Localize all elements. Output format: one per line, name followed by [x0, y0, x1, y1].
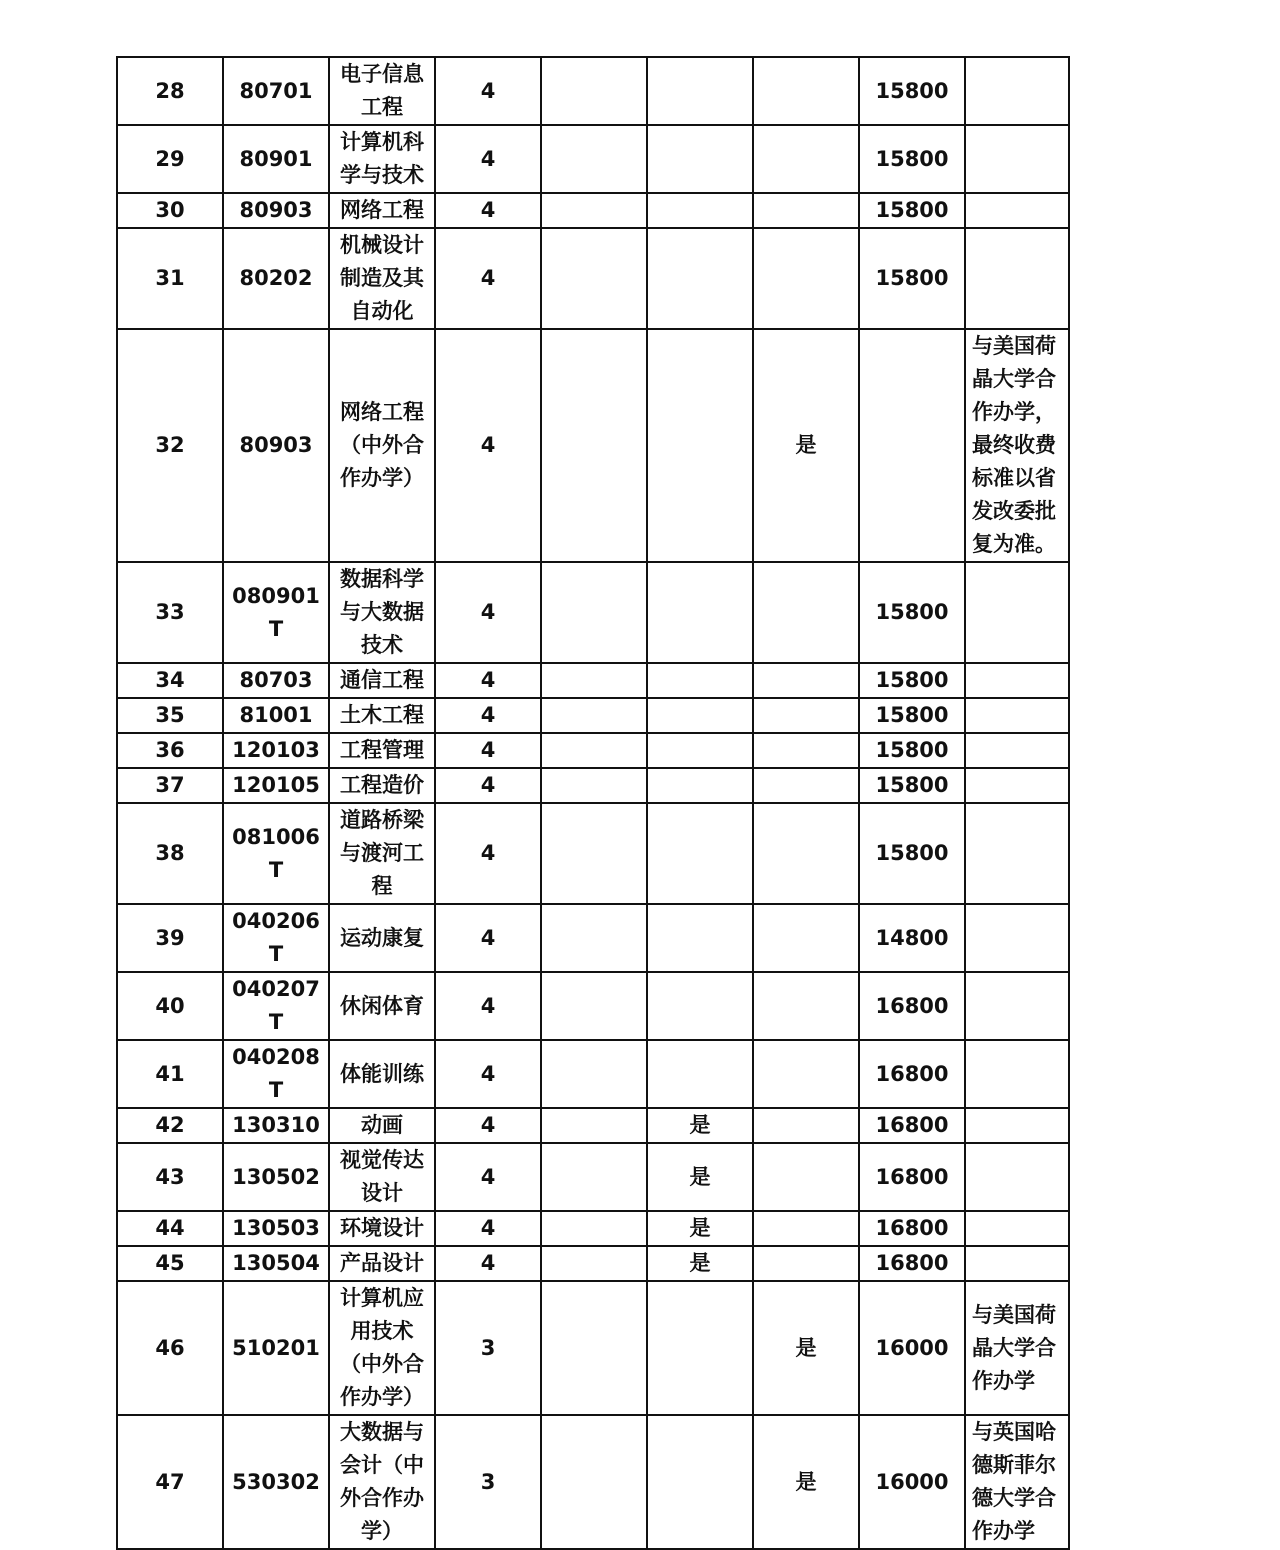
cell-years: 4: [435, 663, 541, 698]
cell-years: 4: [435, 562, 541, 663]
cell-no: 31: [117, 228, 223, 329]
cell-fee: 16800: [859, 1246, 965, 1281]
cell-fee: 15800: [859, 768, 965, 803]
cell-fee: 16800: [859, 1143, 965, 1211]
cell-note: [965, 1143, 1069, 1211]
cell-years: 4: [435, 329, 541, 562]
table-row: [117, 1246, 1069, 1281]
cell-coop-flag: 是: [753, 1281, 859, 1415]
cell-major-name: 动画: [329, 1108, 435, 1143]
cell-blank-a: [541, 698, 647, 733]
cell-blank-a: [541, 803, 647, 904]
cell-years: 4: [435, 125, 541, 193]
table-row: [117, 803, 1069, 904]
cell-code: 510201: [223, 1281, 329, 1415]
cell-code: 80701: [223, 57, 329, 125]
cell-years: 4: [435, 57, 541, 125]
cell-note: [965, 768, 1069, 803]
cell-blank-a: [541, 768, 647, 803]
table-row: [117, 329, 1069, 562]
cell-major-name: 道路桥梁与渡河工程: [329, 803, 435, 904]
table-row: [117, 1108, 1069, 1143]
cell-note: [965, 57, 1069, 125]
cell-major-name: 休闲体育: [329, 972, 435, 1040]
cell-coop-flag: [753, 228, 859, 329]
cell-blank-a: [541, 1108, 647, 1143]
cell-art-flag: [647, 1281, 753, 1415]
cell-code: 040206T: [223, 904, 329, 972]
cell-major-name: 电子信息工程: [329, 57, 435, 125]
table-row: [117, 228, 1069, 329]
cell-blank-a: [541, 1143, 647, 1211]
table-row: [117, 1415, 1069, 1549]
cell-blank-a: [541, 1040, 647, 1108]
cell-code: 130503: [223, 1211, 329, 1246]
cell-art-flag: [647, 803, 753, 904]
cell-years: 4: [435, 698, 541, 733]
cell-coop-flag: [753, 972, 859, 1040]
cell-fee: 15800: [859, 698, 965, 733]
cell-major-name: 土木工程: [329, 698, 435, 733]
cell-blank-a: [541, 1415, 647, 1549]
cell-code: 130502: [223, 1143, 329, 1211]
cell-coop-flag: [753, 1108, 859, 1143]
cell-no: 32: [117, 329, 223, 562]
cell-art-flag: [647, 329, 753, 562]
cell-blank-a: [541, 329, 647, 562]
cell-art-flag: [647, 125, 753, 193]
cell-art-flag: [647, 733, 753, 768]
cell-fee: 16000: [859, 1415, 965, 1549]
cell-code: 120103: [223, 733, 329, 768]
cell-major-name: 工程造价: [329, 768, 435, 803]
cell-major-name: 运动康复: [329, 904, 435, 972]
cell-note: [965, 1211, 1069, 1246]
cell-no: 29: [117, 125, 223, 193]
cell-art-flag: [647, 663, 753, 698]
cell-note: [965, 1040, 1069, 1108]
cell-coop-flag: [753, 1211, 859, 1246]
cell-code: 80703: [223, 663, 329, 698]
cell-coop-flag: [753, 1246, 859, 1281]
cell-fee: 15800: [859, 125, 965, 193]
cell-coop-flag: [753, 562, 859, 663]
table-row: [117, 768, 1069, 803]
cell-fee: 15800: [859, 803, 965, 904]
cell-art-flag: [647, 57, 753, 125]
cell-no: 35: [117, 698, 223, 733]
cell-years: 4: [435, 1108, 541, 1143]
cell-major-name: 通信工程: [329, 663, 435, 698]
cell-no: 37: [117, 768, 223, 803]
cell-years: 4: [435, 228, 541, 329]
cell-coop-flag: [753, 904, 859, 972]
cell-coop-flag: [753, 768, 859, 803]
cell-blank-a: [541, 1211, 647, 1246]
cell-art-flag: [647, 972, 753, 1040]
cell-years: 4: [435, 733, 541, 768]
cell-blank-a: [541, 904, 647, 972]
cell-code: 80202: [223, 228, 329, 329]
cell-coop-flag: [753, 193, 859, 228]
cell-code: 530302: [223, 1415, 329, 1549]
cell-coop-flag: [753, 57, 859, 125]
cell-years: 3: [435, 1415, 541, 1549]
cell-code: 80901: [223, 125, 329, 193]
cell-blank-a: [541, 562, 647, 663]
cell-art-flag: 是: [647, 1108, 753, 1143]
cell-fee: 15800: [859, 57, 965, 125]
cell-no: 36: [117, 733, 223, 768]
cell-art-flag: [647, 562, 753, 663]
cell-coop-flag: 是: [753, 329, 859, 562]
cell-blank-a: [541, 1246, 647, 1281]
cell-years: 4: [435, 193, 541, 228]
cell-note: [965, 663, 1069, 698]
table-row: [117, 972, 1069, 1040]
cell-major-name: 大数据与会计（中外合作办学）: [329, 1415, 435, 1549]
cell-code: 040208T: [223, 1040, 329, 1108]
cell-major-name: 工程管理: [329, 733, 435, 768]
cell-major-name: 计算机科学与技术: [329, 125, 435, 193]
cell-note: [965, 1246, 1069, 1281]
cell-code: 130310: [223, 1108, 329, 1143]
cell-blank-a: [541, 57, 647, 125]
table-row: [117, 1281, 1069, 1415]
cell-code: 80903: [223, 329, 329, 562]
cell-note: [965, 562, 1069, 663]
table-row: [117, 1211, 1069, 1246]
cell-note: 与英国哈德斯菲尔德大学合作办学: [965, 1415, 1069, 1549]
cell-fee: 16800: [859, 1108, 965, 1143]
cell-art-flag: [647, 228, 753, 329]
cell-years: 4: [435, 904, 541, 972]
cell-blank-a: [541, 1281, 647, 1415]
cell-fee: 15800: [859, 733, 965, 768]
cell-coop-flag: [753, 125, 859, 193]
table-row: [117, 562, 1069, 663]
cell-blank-a: [541, 733, 647, 768]
cell-years: 4: [435, 1143, 541, 1211]
cell-years: 4: [435, 1040, 541, 1108]
cell-no: 42: [117, 1108, 223, 1143]
cell-code: 040207T: [223, 972, 329, 1040]
table-row: [117, 57, 1069, 125]
cell-note: [965, 125, 1069, 193]
cell-no: 30: [117, 193, 223, 228]
cell-code: 120105: [223, 768, 329, 803]
cell-major-name: 体能训练: [329, 1040, 435, 1108]
cell-art-flag: [647, 768, 753, 803]
cell-major-name: 环境设计: [329, 1211, 435, 1246]
cell-art-flag: 是: [647, 1143, 753, 1211]
cell-no: 45: [117, 1246, 223, 1281]
cell-art-flag: [647, 698, 753, 733]
cell-major-name: 数据科学与大数据技术: [329, 562, 435, 663]
cell-note: [965, 733, 1069, 768]
cell-note: 与美国荷晶大学合作办学: [965, 1281, 1069, 1415]
cell-coop-flag: [753, 1040, 859, 1108]
cell-fee: 16800: [859, 1040, 965, 1108]
cell-major-name: 计算机应用技术（中外合作办学）: [329, 1281, 435, 1415]
cell-fee: 15800: [859, 193, 965, 228]
cell-note: [965, 698, 1069, 733]
cell-blank-a: [541, 228, 647, 329]
cell-coop-flag: [753, 698, 859, 733]
cell-blank-a: [541, 125, 647, 193]
cell-no: 28: [117, 57, 223, 125]
cell-years: 3: [435, 1281, 541, 1415]
cell-major-name: 机械设计制造及其自动化: [329, 228, 435, 329]
cell-years: 4: [435, 972, 541, 1040]
table-row: [117, 1040, 1069, 1108]
cell-code: 81001: [223, 698, 329, 733]
cell-coop-flag: 是: [753, 1415, 859, 1549]
table-row: [117, 698, 1069, 733]
cell-code: 081006T: [223, 803, 329, 904]
cell-fee: 14800: [859, 904, 965, 972]
cell-no: 41: [117, 1040, 223, 1108]
cell-fee: 16000: [859, 1281, 965, 1415]
cell-note: [965, 228, 1069, 329]
cell-major-name: 网络工程: [329, 193, 435, 228]
table-row: [117, 193, 1069, 228]
cell-art-flag: 是: [647, 1246, 753, 1281]
cell-blank-a: [541, 972, 647, 1040]
cell-art-flag: [647, 193, 753, 228]
cell-coop-flag: [753, 733, 859, 768]
cell-art-flag: 是: [647, 1211, 753, 1246]
cell-fee: [859, 329, 965, 562]
cell-no: 44: [117, 1211, 223, 1246]
cell-years: 4: [435, 1246, 541, 1281]
cell-major-name: 产品设计: [329, 1246, 435, 1281]
cell-fee: 15800: [859, 663, 965, 698]
cell-no: 43: [117, 1143, 223, 1211]
cell-no: 33: [117, 562, 223, 663]
cell-coop-flag: [753, 663, 859, 698]
cell-years: 4: [435, 768, 541, 803]
cell-art-flag: [647, 1040, 753, 1108]
cell-no: 47: [117, 1415, 223, 1549]
cell-blank-a: [541, 193, 647, 228]
cell-fee: 15800: [859, 228, 965, 329]
cell-no: 40: [117, 972, 223, 1040]
cell-fee: 15800: [859, 562, 965, 663]
cell-note: 与美国荷晶大学合作办学，最终收费标准以省发改委批复为准。: [965, 329, 1069, 562]
cell-note: [965, 972, 1069, 1040]
fee-table: [116, 56, 1070, 1550]
cell-major-name: 网络工程（中外合作办学）: [329, 329, 435, 562]
cell-fee: 16800: [859, 1211, 965, 1246]
cell-note: [965, 904, 1069, 972]
cell-no: 46: [117, 1281, 223, 1415]
cell-coop-flag: [753, 1143, 859, 1211]
table-row: [117, 1143, 1069, 1211]
cell-fee: 16800: [859, 972, 965, 1040]
table-row: [117, 904, 1069, 972]
cell-years: 4: [435, 1211, 541, 1246]
table-row: [117, 733, 1069, 768]
cell-blank-a: [541, 663, 647, 698]
cell-coop-flag: [753, 803, 859, 904]
table-row: [117, 663, 1069, 698]
cell-code: 080901T: [223, 562, 329, 663]
cell-art-flag: [647, 904, 753, 972]
cell-note: [965, 803, 1069, 904]
table-row: [117, 125, 1069, 193]
cell-note: [965, 1108, 1069, 1143]
cell-years: 4: [435, 803, 541, 904]
cell-code: 80903: [223, 193, 329, 228]
cell-major-name: 视觉传达设计: [329, 1143, 435, 1211]
cell-art-flag: [647, 1415, 753, 1549]
cell-no: 34: [117, 663, 223, 698]
cell-no: 38: [117, 803, 223, 904]
cell-code: 130504: [223, 1246, 329, 1281]
cell-no: 39: [117, 904, 223, 972]
cell-note: [965, 193, 1069, 228]
